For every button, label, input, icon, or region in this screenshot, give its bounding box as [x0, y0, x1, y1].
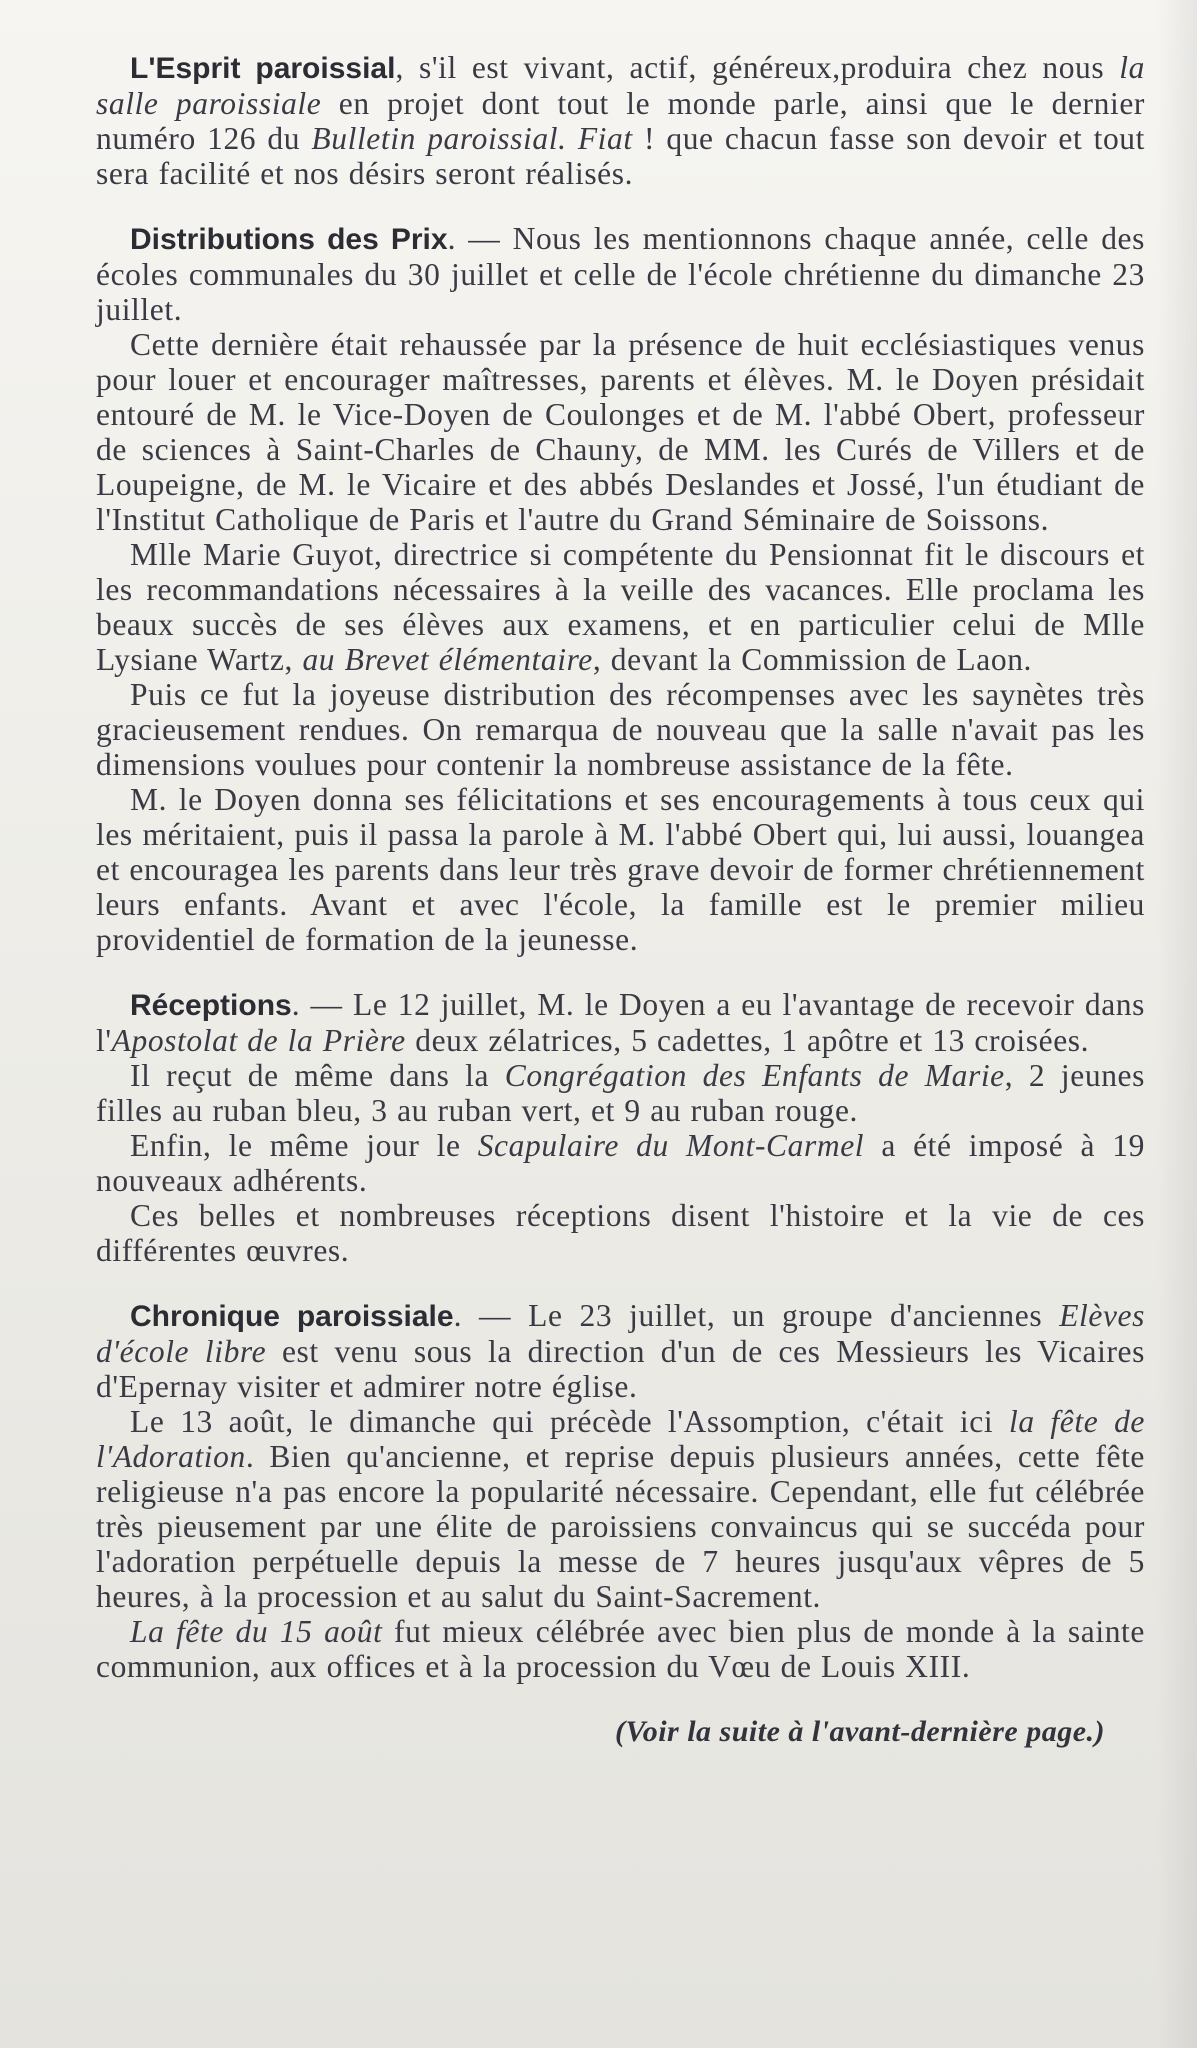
chronique-heading: Chronique paroissiale [130, 1300, 454, 1333]
receptions-heading: Réceptions [130, 989, 292, 1022]
receptions-paragraph-4: Ces belles et nombreuses réceptions disent l'histoire et la vie de ces différentes œuvres. [96, 1198, 1145, 1268]
receptions-paragraph-1: Réceptions. — Le 12 juillet, M. le Doyen a eu l'avantage de recevoir dans l'Apostolat de la Prière deux zélatrices, 5 cadettes, 1 apôtre et 13 croisées. [96, 987, 1145, 1058]
chronique-paroissiale-section [96, 1298, 1145, 1684]
distributions-paragraph-2: Cette dernière était rehaussée par la présence de huit ecclésiastiques venus pour louer et encourager maîtresses, parents et élèves. M. le Doyen présidait entouré de M. le Vice-Doyen de Coulonges et de M. l'abbé Obert, professeur de sciences à Saint-Charles de Chauny, de MM. les Curés de Villers et de Loupeigne, de M. le Vicaire et des abbés Deslandes et Jossé, l'un étudiant de l'Institut Catholique de Paris et l'autre du Grand Séminaire de Soissons. [96, 327, 1145, 537]
esprit-paroissial-heading: L'Esprit paroissial [130, 52, 396, 85]
receptions-paragraph-3: Enfin, le même jour le Scapulaire du Mont-Carmel a été imposé à 19 nouveaux adhérents. [96, 1128, 1145, 1198]
receptions-paragraph-2: Il reçut de même dans la Congrégation des Enfants de Marie, 2 jeunes filles au ruban bleu, 3 au ruban vert, et 9 au ruban rouge. [96, 1058, 1145, 1128]
continuation-note: (Voir la suite à l'avant-dernière page.) [615, 1715, 1105, 1748]
distributions-des-prix-section [96, 221, 1145, 957]
esprit-paroissial-section [96, 50, 1145, 191]
chronique-paragraph-1: Chronique paroissiale. — Le 23 juillet, un groupe d'anciennes Elèves d'école libre est venu sous la direction d'un de ces Messieurs les Vicaires d'Epernay visiter et admirer notre église. [96, 1298, 1145, 1404]
esprit-paroissial-paragraph: L'Esprit paroissial, s'il est vivant, actif, généreux,produira chez nous la salle paroissiale en projet dont tout le monde parle, ainsi que le dernier numéro 126 du Bulletin paroissial. Fiat ! que chacun fasse son devoir et tout sera facilité et nos désirs seront réalisés. [96, 50, 1146, 191]
distributions-paragraph-4: Puis ce fut la joyeuse distribution des récompenses avec les saynètes très gracieusement rendues. On remarqua de nouveau que la salle n'avait pas les dimensions voulues pour contenir la nombreuse assistance de la fête. [96, 677, 1145, 782]
chronique-paragraph-2: Le 13 août, le dimanche qui précède l'Assomption, c'était ici la fête de l'Adoration. Bien qu'ancienne, et reprise depuis plusieurs années, cette fête religieuse n'a pas encore la popularité nécessaire. Cependant, elle fut célébrée très pieusement par une élite de paroissiens convaincus qui se succéda pour l'adoration perpétuelle depuis la messe de 7 heures jusqu'aux vêpres de 5 heures, à la procession et au salut du Saint-Sacrement. [96, 1404, 1145, 1614]
distributions-paragraph-3: Mlle Marie Guyot, directrice si compétente du Pensionnat fit le discours et les recommandations nécessaires à la veille des vacances. Elle proclama les beaux succès de ses élèves aux examens, et en particulier celui de Mlle Lysiane Wartz, au Brevet élémentaire, devant la Commission de Laon. [96, 537, 1145, 677]
receptions-section [96, 987, 1145, 1268]
chronique-paragraph-3: La fête du 15 août fut mieux célébrée avec bien plus de monde à la sainte communion, aux offices et à la procession du Vœu de Louis XIII. [96, 1614, 1145, 1684]
distributions-heading: Distributions des Prix [130, 223, 448, 256]
distributions-paragraph-1: Distributions des Prix. — Nous les mentionnons chaque année, celle des écoles communales du 30 juillet et celle de l'école chrétienne du dimanche 23 juillet. [96, 221, 1145, 327]
distributions-paragraph-5: M. le Doyen donna ses félicitations et ses encouragements à tous ceux qui les méritaient, puis il passa la parole à M. l'abbé Obert qui, lui aussi, louangea et encouragea les parents dans leur très grave devoir de former chrétiennement leurs enfants. Avant et avec l'école, la famille est le premier milieu providentiel de formation de la jeunesse. [96, 782, 1145, 957]
